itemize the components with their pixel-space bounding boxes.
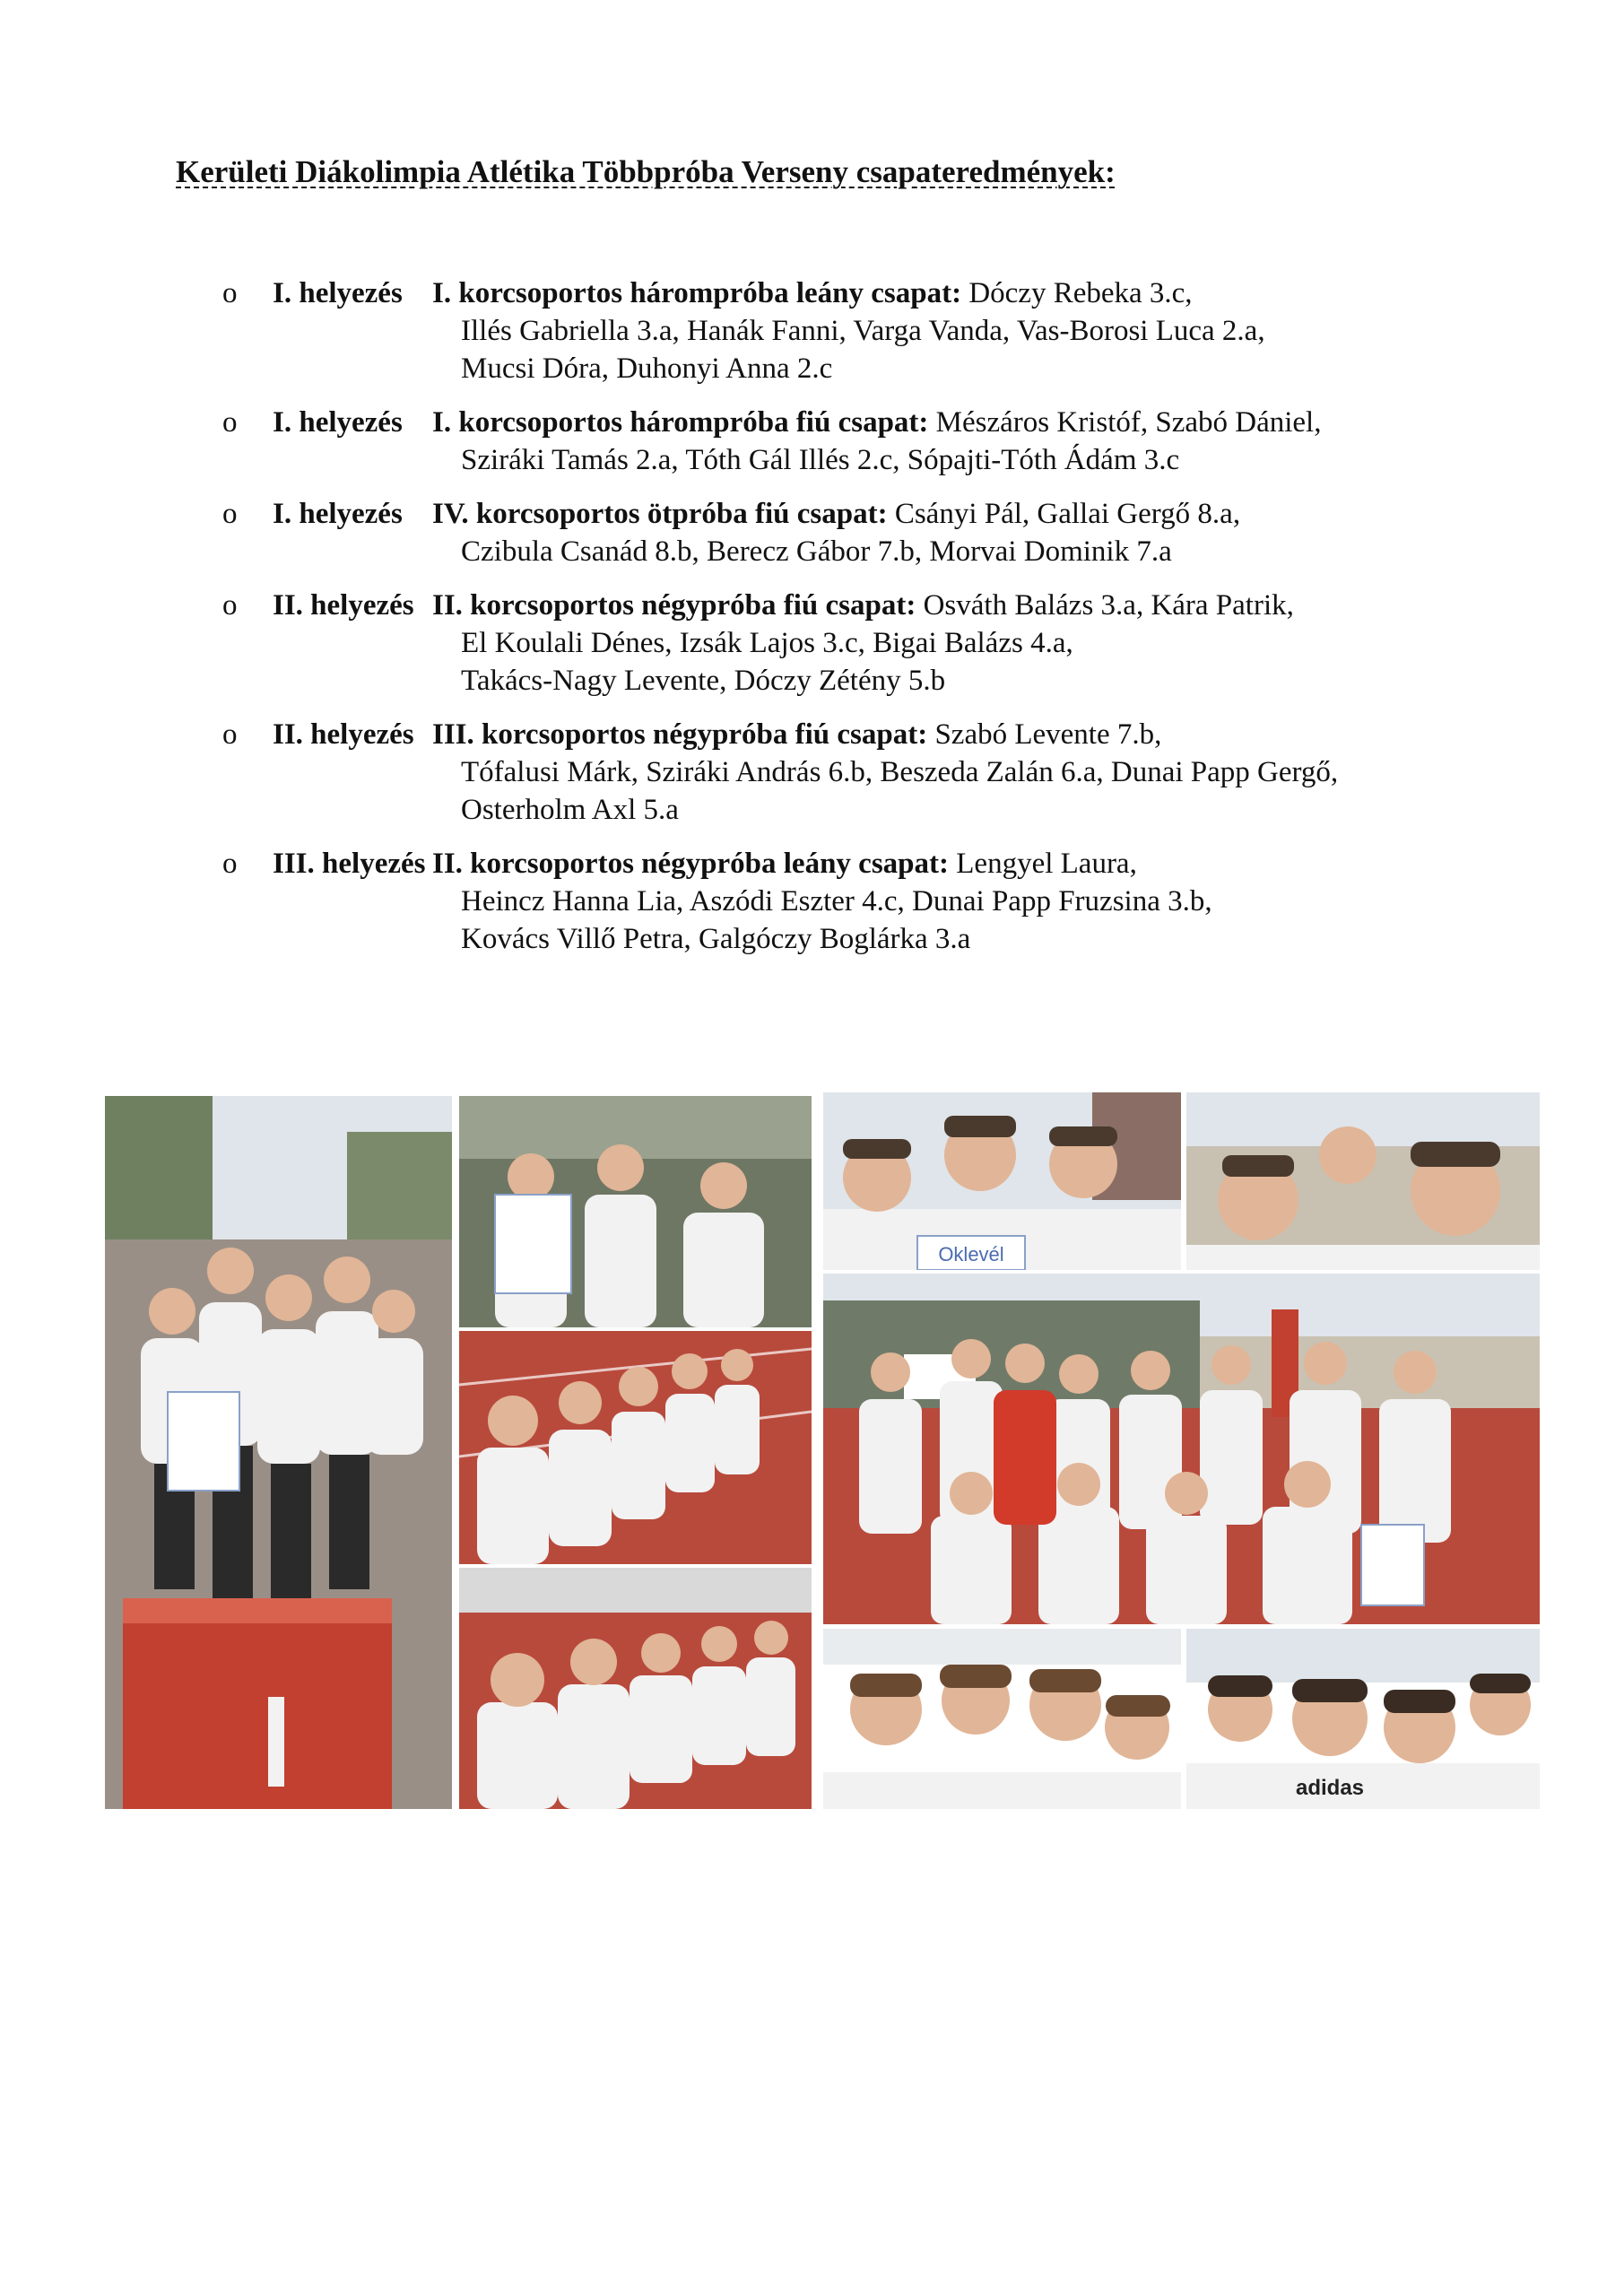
result-item [222, 274, 1496, 387]
photo-boys-faces [823, 1629, 1181, 1809]
result-item [222, 587, 1496, 700]
photo-boys-closeup [823, 1092, 1181, 1270]
category-label: III. korcsoportos négypróba fiú csapat: [432, 718, 928, 751]
result-item [222, 495, 1496, 570]
category-label: I. korcsoportos hárompróba fiú csapat: [432, 406, 929, 439]
category-label: I. korcsoportos hárompróba leány csapat: [432, 277, 962, 309]
placement-label: II. helyezés [273, 589, 414, 622]
result-line: Sziráki Tamás 2.a, Tóth Gál Illés 2.c, Sópajti-Tóth Ádám 3.c [461, 444, 1180, 476]
photo-girls-podium [105, 1096, 452, 1809]
result-entry [432, 495, 1496, 570]
bullet: o [222, 406, 238, 439]
team-members: Osváth Balázs 3.a, Kára Patrik, [916, 589, 1294, 622]
bullet: o [222, 848, 238, 880]
placement-label: I. helyezés [273, 498, 403, 530]
result-entry [432, 587, 1496, 700]
result-entry [432, 274, 1496, 387]
placement-label: II. helyezés [273, 718, 414, 751]
team-members: Lengyel Laura, [949, 848, 1137, 880]
result-entry [432, 404, 1496, 479]
photo-girls-certificate [459, 1096, 812, 1327]
photo-girls-track-line [459, 1331, 812, 1564]
result-line: Illés Gabriella 3.a, Hanák Fanni, Varga Vanda, Vas-Borosi Luca 2.a, [461, 315, 1265, 347]
team-members: Mészáros Kristóf, Szabó Dániel, [928, 406, 1322, 439]
result-item [222, 845, 1496, 958]
result-item [222, 404, 1496, 479]
shirt-logo-text: adidas [1295, 1776, 1365, 1800]
certificate-text: Oklevél [938, 1243, 1004, 1265]
photo-boys-team [823, 1274, 1540, 1624]
team-members: Dóczy Rebeka 3.c, [961, 277, 1193, 309]
result-line: Osterholm Axl 5.a [461, 794, 679, 826]
result-line: Kovács Villő Petra, Galgóczy Boglárka 3.a [461, 923, 971, 955]
result-line: Takács-Nagy Levente, Dóczy Zétény 5.b [461, 665, 946, 697]
result-entry [432, 716, 1496, 829]
photo-boys-adidas [1186, 1629, 1540, 1809]
bullet: o [222, 718, 238, 751]
photo-girls-group [459, 1568, 812, 1809]
bullet: o [222, 589, 238, 622]
team-members: Csányi Pál, Gallai Gergő 8.a, [887, 498, 1241, 530]
result-line [432, 404, 1496, 441]
photo-boys-selfie [1186, 1092, 1540, 1270]
result-line: Czibula Csanád 8.b, Berecz Gábor 7.b, Morvai Dominik 7.a [461, 535, 1172, 568]
category-label: IV. korcsoportos ötpróba fiú csapat: [432, 498, 888, 530]
result-line [432, 716, 1496, 753]
result-line [432, 587, 1496, 624]
result-line [432, 274, 1496, 312]
result-line: Mucsi Dóra, Duhonyi Anna 2.c [461, 352, 833, 385]
result-item [222, 716, 1496, 829]
placement-label: I. helyezés [273, 277, 403, 309]
category-label: II. korcsoportos négypróba leány csapat: [432, 848, 950, 880]
results-list [222, 274, 1496, 974]
result-line: Tófalusi Márk, Sziráki András 6.b, Beszeda Zalán 6.a, Dunai Papp Gergő, [461, 756, 1339, 788]
result-entry [432, 845, 1496, 958]
result-line [432, 495, 1496, 533]
bullet: o [222, 277, 238, 309]
bullet: o [222, 498, 238, 530]
team-members: Szabó Levente 7.b, [927, 718, 1162, 751]
placement-label: I. helyezés [273, 406, 403, 439]
placement-label: III. helyezés [273, 848, 426, 880]
category-label: II. korcsoportos négypróba fiú csapat: [432, 589, 916, 622]
result-line: Heincz Hanna Lia, Aszódi Eszter 4.c, Dunai Papp Fruzsina 3.b, [461, 885, 1212, 918]
result-line [432, 845, 1496, 883]
document-title: Kerületi Diákolimpia Atlétika Többpróba Verseny csapateredmények: [176, 154, 1116, 189]
result-line: El Koulali Dénes, Izsák Lajos 3.c, Bigai Balázs 4.a, [461, 627, 1073, 659]
